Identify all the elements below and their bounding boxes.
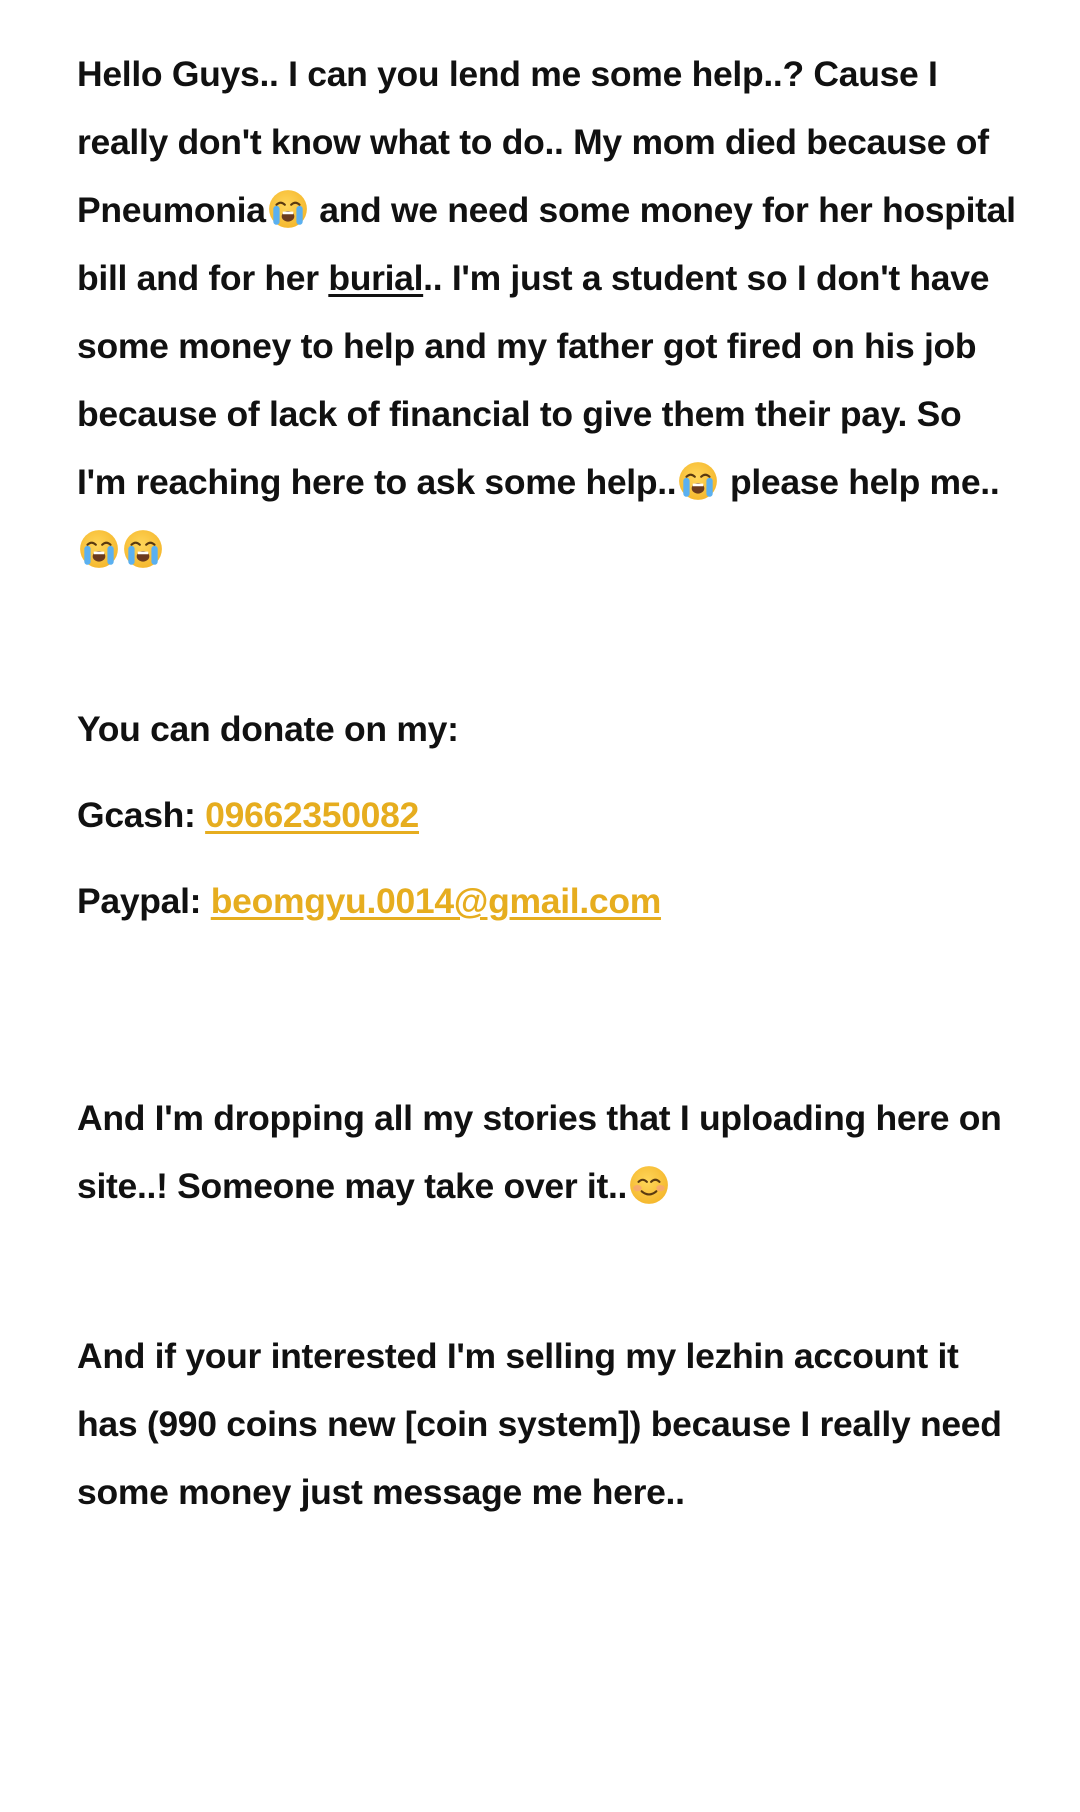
message-text-2: and we need some money for her hospital bill and for her — [77, 190, 1016, 298]
paypal-label: Paypal: — [77, 881, 211, 921]
loudly-crying-face-icon — [677, 460, 719, 502]
stories-paragraph — [77, 1084, 1017, 1220]
message-text-4: please help me.. — [720, 462, 1000, 502]
loudly-crying-face-icon — [267, 188, 309, 230]
loudly-crying-face-icon — [78, 528, 120, 570]
message-text-3: .. I'm just a student so I don't have some money to help and my father got fired on his job because of lack of financial to give them their pay. So I'm reaching here to ask some help.. — [77, 258, 990, 502]
post-body — [77, 40, 1017, 1526]
message-text-1: Hello Guys.. I can you lend me some help..? Cause I really don't know what to do.. My mom died because of Pneumonia — [77, 54, 989, 230]
loudly-crying-face-icon — [122, 528, 164, 570]
paypal-email-link[interactable]: beomgyu.0014@gmail.com — [210, 881, 661, 921]
account-sale-paragraph: And if your interested I'm selling my lezhin account it has (990 coins new [coin system]) because I really need some money just message me here.. — [77, 1336, 1002, 1512]
gcash-label: Gcash: — [77, 795, 206, 835]
message-paragraph — [77, 40, 1017, 584]
donation-intro: You can donate on my: — [77, 709, 459, 749]
smiling-face-icon — [628, 1164, 670, 1206]
paypal-row — [77, 858, 1017, 944]
stories-text: And I'm dropping all my stories that I uploading here on site..! Someone may take over it.. — [77, 1098, 1002, 1206]
burial-link[interactable]: burial — [328, 258, 424, 298]
gcash-number-link[interactable]: 09662350082 — [205, 795, 420, 835]
donation-section — [77, 686, 1017, 944]
gcash-row — [77, 772, 1017, 858]
